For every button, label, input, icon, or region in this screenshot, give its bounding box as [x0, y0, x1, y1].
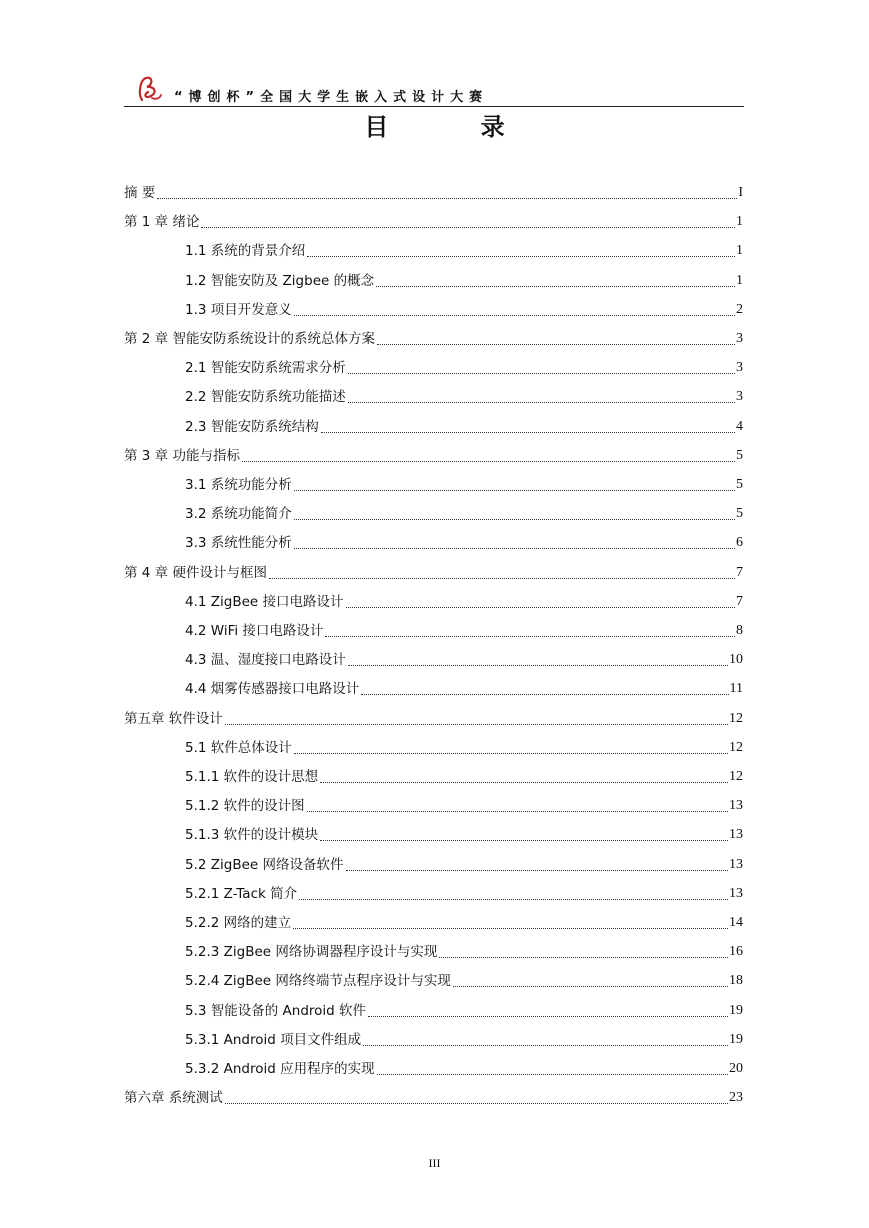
toc-entry-page: 1: [736, 214, 743, 230]
toc-entry-page: 13: [729, 885, 743, 901]
toc-leader-dots: [320, 772, 728, 783]
toc-entry-label: 4.2 WiFi 接口电路设计: [185, 623, 324, 639]
toc-entry-label: 5.2 ZigBee 网络设备软件: [185, 856, 344, 873]
toc-entry-label: 第 1 章 绪论: [124, 214, 200, 231]
toc-entry-label: 5.3.2 Android 应用程序的实现: [185, 1061, 375, 1077]
toc-entry[interactable]: [185, 272, 743, 290]
toc-leader-dots: [157, 188, 737, 199]
toc-leader-dots: [376, 276, 735, 287]
toc-entry-page: 13: [729, 827, 743, 843]
bochuang-logo-icon: [134, 74, 164, 104]
toc-leader-dots: [269, 568, 735, 579]
toc-entry-label: 4.3 温、湿度接口电路设计: [185, 652, 346, 669]
toc-entry[interactable]: [185, 1002, 743, 1020]
toc-entry-label: 5.3 智能设备的 Android 软件: [185, 1002, 367, 1019]
toc-leader-dots: [348, 363, 735, 374]
toc-entry-page: 1: [736, 272, 743, 288]
toc-entry-page: 14: [729, 915, 743, 930]
toc-entry-page: 12: [729, 710, 743, 726]
toc-entry-label: 5.1.1 软件的设计思想: [185, 769, 319, 785]
toc-leader-dots: [377, 334, 735, 345]
toc-entry-label: 第六章 系统测试: [124, 1090, 223, 1107]
toc-entry[interactable]: [185, 972, 743, 990]
toc-entry[interactable]: [185, 739, 743, 757]
toc-entry-label: 5.1 软件总体设计: [185, 739, 292, 756]
toc-entry-label: 5.2.3 ZigBee 网络协调器程序设计与实现: [185, 944, 438, 961]
toc-leader-dots: [294, 305, 735, 316]
toc-leader-dots: [361, 684, 728, 695]
toc-leader-dots: [294, 538, 735, 549]
toc-leader-dots: [242, 451, 735, 462]
toc-entry[interactable]: [124, 710, 743, 728]
page-title: 目 录: [364, 113, 547, 141]
toc-entry[interactable]: [185, 943, 743, 961]
toc-leader-dots: [325, 626, 735, 637]
competition-header-title: “博创杯”全国大学生嵌入式设计大赛: [174, 90, 489, 105]
toc-entry[interactable]: [185, 593, 743, 611]
toc-leader-dots: [294, 480, 735, 491]
toc-leader-dots: [363, 1035, 728, 1046]
toc-entry-page: 19: [729, 1002, 743, 1018]
toc-entry[interactable]: [185, 622, 743, 640]
toc-entry[interactable]: [185, 359, 743, 377]
toc-leader-dots: [348, 392, 735, 403]
toc-entry-label: 4.1 ZigBee 接口电路设计: [185, 593, 344, 610]
toc-entry-page: 13: [729, 798, 743, 814]
toc-entry-page: 13: [729, 856, 743, 872]
toc-entry-page: 5: [736, 477, 743, 492]
toc-leader-dots: [321, 422, 735, 433]
toc-entry[interactable]: [185, 1060, 743, 1078]
toc-entry-label: 摘 要: [124, 185, 156, 201]
toc-entry[interactable]: [185, 1031, 743, 1049]
toc-entry-label: 4.4 烟雾传感器接口电路设计: [185, 681, 360, 698]
toc-entry-page: 20: [729, 1061, 743, 1076]
toc-leader-dots: [299, 889, 728, 900]
toc-entry-page: I: [738, 185, 743, 200]
toc-entry-label: 2.1 智能安防系统需求分析: [185, 360, 346, 377]
toc-leader-dots: [307, 246, 735, 257]
toc-leader-dots: [201, 217, 735, 228]
toc-entry-page: 3: [736, 389, 743, 405]
toc-entry[interactable]: [185, 301, 743, 319]
toc-leader-dots: [293, 918, 728, 929]
toc-entry-label: 3.1 系统功能分析: [185, 477, 292, 493]
toc-entry-label: 第 3 章 功能与指标: [124, 447, 240, 464]
toc-entry[interactable]: [185, 534, 743, 552]
toc-leader-dots: [346, 597, 736, 608]
toc-entry-page: 16: [729, 944, 743, 960]
toc-leader-dots: [348, 655, 728, 666]
toc-entry[interactable]: [124, 564, 743, 582]
toc-entry-page: 5: [736, 447, 743, 463]
toc-entry[interactable]: [185, 885, 743, 903]
toc-entry[interactable]: [124, 184, 743, 202]
toc-entry-page: 7: [736, 593, 743, 609]
toc-leader-dots: [453, 976, 728, 987]
toc-leader-dots: [225, 714, 728, 725]
toc-entry[interactable]: [124, 330, 743, 348]
toc-entry-page: 8: [736, 623, 743, 638]
toc-entry-page: 18: [729, 973, 743, 989]
toc-entry-page: 12: [729, 769, 743, 784]
toc-entry-page: 10: [729, 652, 743, 668]
toc-entry-label: 5.2.2 网络的建立: [185, 915, 292, 931]
toc-leader-dots: [320, 830, 728, 841]
toc-entry-page: 6: [736, 535, 743, 551]
toc-entry-page: 3: [736, 331, 743, 346]
toc-entry[interactable]: [185, 651, 743, 669]
toc-leader-dots: [294, 509, 735, 520]
toc-entry[interactable]: [185, 242, 743, 260]
toc-leader-dots: [294, 743, 728, 754]
toc-entry[interactable]: [185, 680, 743, 698]
toc-entry-page: 4: [736, 418, 743, 434]
toc-entry[interactable]: [124, 447, 743, 465]
page-number: III: [428, 1156, 441, 1170]
toc-entry-page: 19: [729, 1031, 743, 1047]
toc-entry-label: 1.3 项目开发意义: [185, 301, 292, 318]
toc-entry-label: 2.3 智能安防系统结构: [185, 418, 319, 435]
toc-entry[interactable]: [185, 476, 743, 494]
toc-leader-dots: [368, 1006, 728, 1017]
toc-entry-label: 第 4 章 硬件设计与框图: [124, 564, 267, 581]
toc-leader-dots: [225, 1093, 728, 1104]
toc-entry[interactable]: [185, 826, 743, 844]
toc-entry-page: 7: [736, 564, 743, 580]
toc-entry-label: 5.3.1 Android 项目文件组成: [185, 1031, 362, 1048]
toc-leader-dots: [439, 947, 728, 958]
toc-entry-page: 3: [736, 360, 743, 376]
toc-entry[interactable]: [185, 856, 743, 874]
toc-entry[interactable]: [185, 505, 743, 523]
toc-entry-label: 3.3 系统性能分析: [185, 535, 292, 552]
toc-entry[interactable]: [185, 418, 743, 436]
toc-entry[interactable]: [185, 768, 743, 786]
toc-entry-label: 第 2 章 智能安防系统设计的系统总体方案: [124, 331, 375, 347]
toc-entry[interactable]: [185, 388, 743, 406]
toc-entry[interactable]: [185, 797, 743, 815]
toc-entry-label: 3.2 系统功能简介: [185, 506, 292, 523]
toc-entry-page: 1: [736, 243, 743, 259]
toc-entry-label: 1.1 系统的背景介绍: [185, 243, 306, 260]
toc-entry-page: 11: [729, 681, 743, 697]
toc-entry[interactable]: [185, 914, 743, 932]
toc-entry-label: 第五章 软件设计: [124, 710, 223, 727]
toc-entry-page: 5: [736, 506, 743, 522]
toc-entry-label: 5.1.3 软件的设计模块: [185, 827, 319, 844]
toc-leader-dots: [346, 860, 729, 871]
toc-entry-label: 5.2.1 Z-Tack 简介: [185, 885, 298, 902]
toc-leader-dots: [377, 1064, 728, 1075]
toc-entry-label: 5.2.4 ZigBee 网络终端节点程序设计与实现: [185, 973, 451, 990]
toc-leader-dots: [307, 801, 728, 812]
toc-entry-page: 23: [729, 1090, 743, 1106]
toc-entry-label: 1.2 智能安防及 Zigbee 的概念: [185, 272, 375, 289]
toc-entry-page: 2: [736, 301, 743, 317]
toc-entry-page: 12: [729, 739, 743, 755]
toc-entry[interactable]: [124, 213, 743, 231]
page-header: [124, 72, 744, 107]
toc-entry-label: 2.2 智能安防系统功能描述: [185, 389, 346, 406]
toc-entry-label: 5.1.2 软件的设计图: [185, 798, 305, 815]
toc-entry[interactable]: [124, 1089, 743, 1107]
